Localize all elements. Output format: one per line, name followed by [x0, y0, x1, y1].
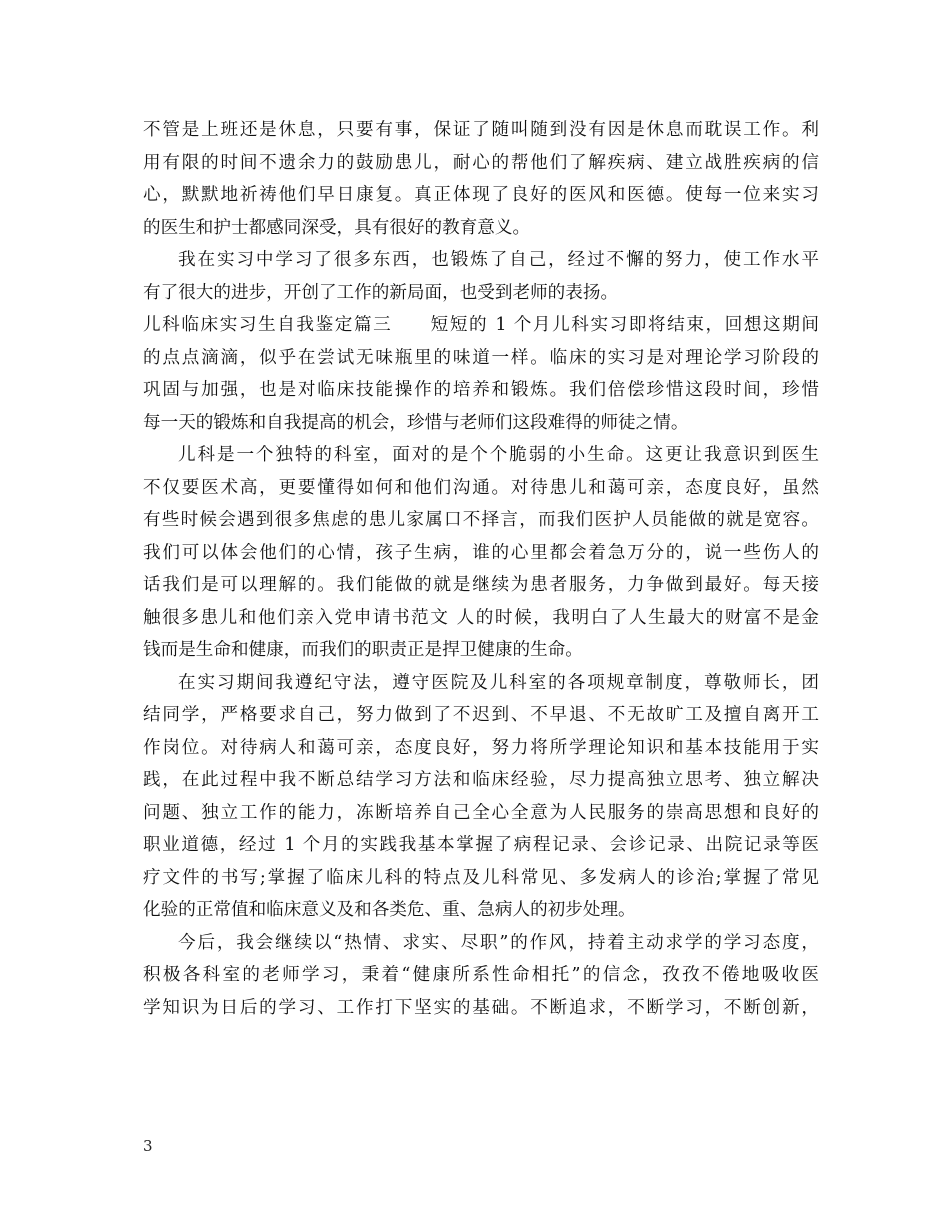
text-line: 心，默默地祈祷他们早日康复。真正体现了良好的医风和医德。使每一位来实习	[143, 185, 819, 205]
text-line: 巩固与加强，也是对临床技能操作的培养和锻炼。我们倍偿珍惜这段时间，珍惜	[143, 380, 819, 400]
text-line: 用有限的时间不遗余力的鼓励患儿，耐心的帮他们了解疾病、建立战胜疾病的信	[143, 152, 819, 173]
text-line: 我在实习中学习了很多东西，也锻炼了自己，经过不懈的努力，使工作水平	[178, 250, 819, 270]
text-line: 践，在此过程中我不断总结学习方法和临床经验，尽力提高独立思考、独立解决	[143, 770, 819, 790]
text-line: 作岗位。对待病人和蔼可亲，态度良好，努力将所学理论知识和基本技能用于实	[143, 737, 819, 758]
text-line: 化验的正常值和临床意义及和各类危、重、急病人的初步处理。	[143, 900, 636, 920]
text-line: 的点点滴滴，似乎在尝试无味瓶里的味道一样。临床的实习是对理论学习阶段的	[143, 347, 819, 368]
text-line: 话我们是可以理解的。我们能做的就是继续为患者服务，力争做到最好。每天接	[143, 575, 819, 595]
text-line: 儿科临床实习生自我鉴定篇三 短短的 1 个月儿科实习即将结束，回想这期间	[143, 315, 819, 335]
text-line: 不仅要医术高，更要懂得如何和他们沟通。对待患儿和蔼可亲，态度良好，虽然	[143, 477, 819, 498]
text-line: 有些时候会遇到很多焦虑的患儿家属口不择言，而我们医护人员能做的就是宽容。	[143, 510, 819, 530]
text-line: 在实习期间我遵纪守法，遵守医院及儿科室的各项规章制度，尊敬师长，团	[178, 672, 819, 693]
text-line: 今后，我会继续以“热情、求实、尽职”的作风，持着主动求学的学习态度，	[178, 932, 819, 953]
text-line: 职业道德，经过 1 个月的实践我基本掌握了病程记录、会诊记录、出院记录等医	[143, 835, 819, 855]
text-line: 积极各科室的老师学习，秉着“健康所系性命相托”的信念，孜孜不倦地吸收医	[143, 965, 819, 985]
page-number: 3	[143, 1137, 153, 1155]
text-line: 问题、独立工作的能力，冻断培养自己全心全意为人民服务的崇高思想和良好的	[143, 802, 819, 823]
document-body	[143, 114, 819, 1024]
text-line: 有了很大的进步，开创了工作的新局面，也受到老师的表扬。	[143, 282, 619, 303]
text-line: 疗文件的书写;掌握了临床儿科的特点及儿科常见、多发病人的诊治;掌握了常见	[143, 867, 819, 888]
text-line: 结同学，严格要求自己，努力做到了不迟到、不早退、不无故旷工及擅自离开工	[143, 705, 819, 725]
text-line: 我们可以体会他们的心情，孩子生病，谁的心里都会着急万分的，说一些伤人的	[143, 542, 819, 563]
text-line: 钱而是生命和健康，而我们的职责正是捍卫健康的生命。	[143, 640, 583, 660]
text-line: 每一天的锻炼和自我提高的机会，珍惜与老师们这段难得的师徒之情。	[143, 412, 689, 433]
text-line: 触很多患儿和他们亲入党申请书范文 人的时候，我明白了人生最大的财富不是金	[143, 607, 819, 628]
text-line: 儿科是一个独特的科室，面对的是个个脆弱的小生命。这更让我意识到医生	[178, 445, 819, 465]
text-line: 学知识为日后的学习、工作打下坚实的基础。不断追求，不断学习，不断创新，	[143, 997, 819, 1018]
text-line: 的医生和护士都感同深受，具有很好的教育意义。	[143, 217, 531, 238]
text-line: 不管是上班还是休息，只要有事，保证了随叫随到没有因是休息而耽误工作。利	[143, 120, 819, 140]
